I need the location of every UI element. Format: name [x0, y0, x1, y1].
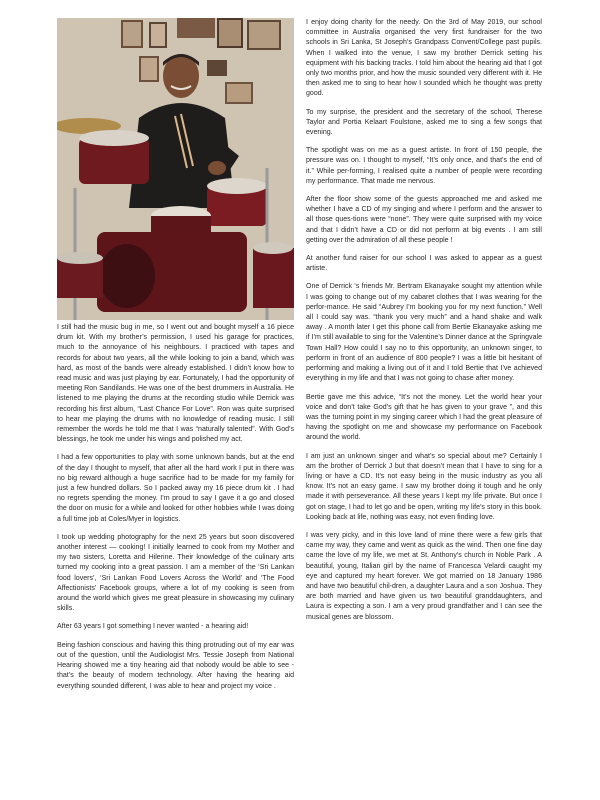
photo-man-with-drum-kit	[57, 18, 294, 320]
drum-kit-illustration	[57, 18, 294, 320]
paragraph: One of Derrick ‘s friends Mr. Bertram Ekanayake sought my attention while I was going to change out of my cabaret clothes that I was wearing for the perfor-mance. He said “Aubrey I’m booking you for my next function.” Well all I could say was. “thank you very much” and a hand shake and walk away . A month later I get this phone call from Bertie Ekanayake asking me if I’m still available to sing for the Valentine’s Dinner dance at the Springvale Town Hall? How could I say no to this opportunity, an unknown singer, to perform in front of an audience of 800 people? I was a little bit hesitant of performing and making a living out of it and I told Bertie that I’ve achieved everything in my life and that I was not going to chase after money.	[306, 283, 542, 383]
paragraph: After 63 years I got something I never wanted - a hearing aid!	[57, 623, 249, 631]
left-column	[57, 323, 294, 700]
paragraph: I took up wedding photography for the next 25 years but soon discovered another interest — cooking! I initially learned to cook from my Mother and my two sisters, Loretta and Hilerine. Their knowledge of the culinary arts turned my cooking into a great passion. I am a member of the ‘Sri Lankan food lovers’, ‘Sri Lankan Food Lovers Across the World’ and ‘The Food Affectionists’ Facebook groups, where a lot of my cooking is seen from around the world which gives me great pleasure in showcasing my culinary skills.	[57, 533, 294, 613]
paragraph: At another fund raiser for our school I was asked to appear as a guest artiste.	[306, 255, 542, 273]
paragraph: I was very picky, and in this love land of mine there were a few girls that came my way, they came and went as quick as the wind. Then one fine day came the love of my life, we met at St. Anthony’s church in Noble Park . A beautiful, young, Italian girl by the name of Francesca Velardi caught my eye and captured my heart forever. We got married on 18 January 1986 and have two beautiful chil-dren, a daughter Laura and a son Joshua. They are both married and have given us two beautiful granddaughters, and Laura is expecting a son. I am a very proud grandfather and I can see the musical genes are blossom.	[306, 531, 542, 621]
paragraph: I am just an unknown singer and what’s so special about me? Certainly I am the brother of Derrick J but that doesn’t mean that I have to sing for a living or have a CD. It’s not easy being in the music industry as you all know. It’s not an easy game. I saw my brother doing it tough and he only made it with perseverance. All these years I kept my life private. But once I got on stage, I had to let go and be open, writing my life’s story in this book. Looking back at life, nothing was easy, not even finding love.	[306, 452, 542, 521]
paragraph: I enjoy doing charity for the needy. On the 3rd of May 2019, our school committee in Australia organised the very first fundraiser for the two schools in Sri Lanka, St Joseph’s Grandpass Convent/College past pupils. When I walked into the venue, I saw my brother Derrick setting his equipment with his backing tracks. I told him about the hearing aid that I got only two months prior, and how the music sounded very different with it. He then asked me to sing to hear how I sounded which he thought was pretty good.	[306, 19, 542, 98]
paragraph: I had a few opportunities to play with some unknown bands, but at the end of the day I thought to myself, that after all the hard work I put in there was no big reward although a huge sacrifice had to be made for my family for just a few hundred dollars. So I packed away my 16 piece drum kit . I had no regrets spending the money. I’m proud to say I gave it a go and closed the door on music for a while and looked for other hobbies while I was doing a full time job at Coles/Myer in logistics.	[57, 454, 294, 523]
paragraph: The spotlight was on me as a guest artiste. In front of 150 people, the pressure was on. I thought to myself, “It’s only once, and that’s the end of it.” While per-forming, I realised quite a number of people were recording my performance. That made me nervous.	[306, 147, 542, 185]
right-column	[306, 18, 542, 631]
paragraph: After the floor show some of the guests approached me and asked me whether I have a CD of my singing and where I perform and the answer to all those ques-tions were “none”. They were quite surprised with my voice and that I didn’t have a CD or did not perform at big events . I am still getting over the admiration of all these people !	[306, 196, 542, 244]
paragraph: Being fashion conscious and having this thing protruding out of my ear was out of the question, until the Audiologist Mrs. Tessie Joseph from National Hearing showed me a tiny hearing aid that nobody would be able to see - that’s the beauty of modern technology. After having the hearing aid everything sounded different, I was able to hear and project my voice .	[57, 641, 294, 690]
paragraph: Bertie gave me this advice, “It’s not the money. Let the world hear your voice and don’t take God’s gift that he has given to your grave ”, and this was the turning point in my singing career which I had the great pleasure of having the spotlight on me and showcase my performance on Facebook around the world.	[306, 393, 542, 442]
paragraph: I still had the music bug in me, so I went out and bought myself a 16 piece drum kit. With my brother’s permission, I used his garage for practices, much to the annoyance of his neighbours. I practiced with tapes and records for about two years, all the while looking to join a band, which was hard, as most of the bands were already established. I didn’t know how to read music and was just playing by ear. Fortunately, I had the opportunity of meeting Ron Sandilands. He was one of the best drummers in Australia. He listened to me playing the drums at the recording studio while Derrick was recording his first album, “Last Chance For Love”. Ron was quite surprised to hear me playing the drums with no knowledge of reading music. I still remember the words he told me that I was “naturally talented”. With God’s blessings, he took me under his wings and polished my act.	[57, 324, 294, 444]
paragraph: To my surprise, the president and the secretary of the school, Therese Taylor and Portia Kelaart Foulstone, asked me to sing a few songs that evening.	[306, 108, 542, 137]
